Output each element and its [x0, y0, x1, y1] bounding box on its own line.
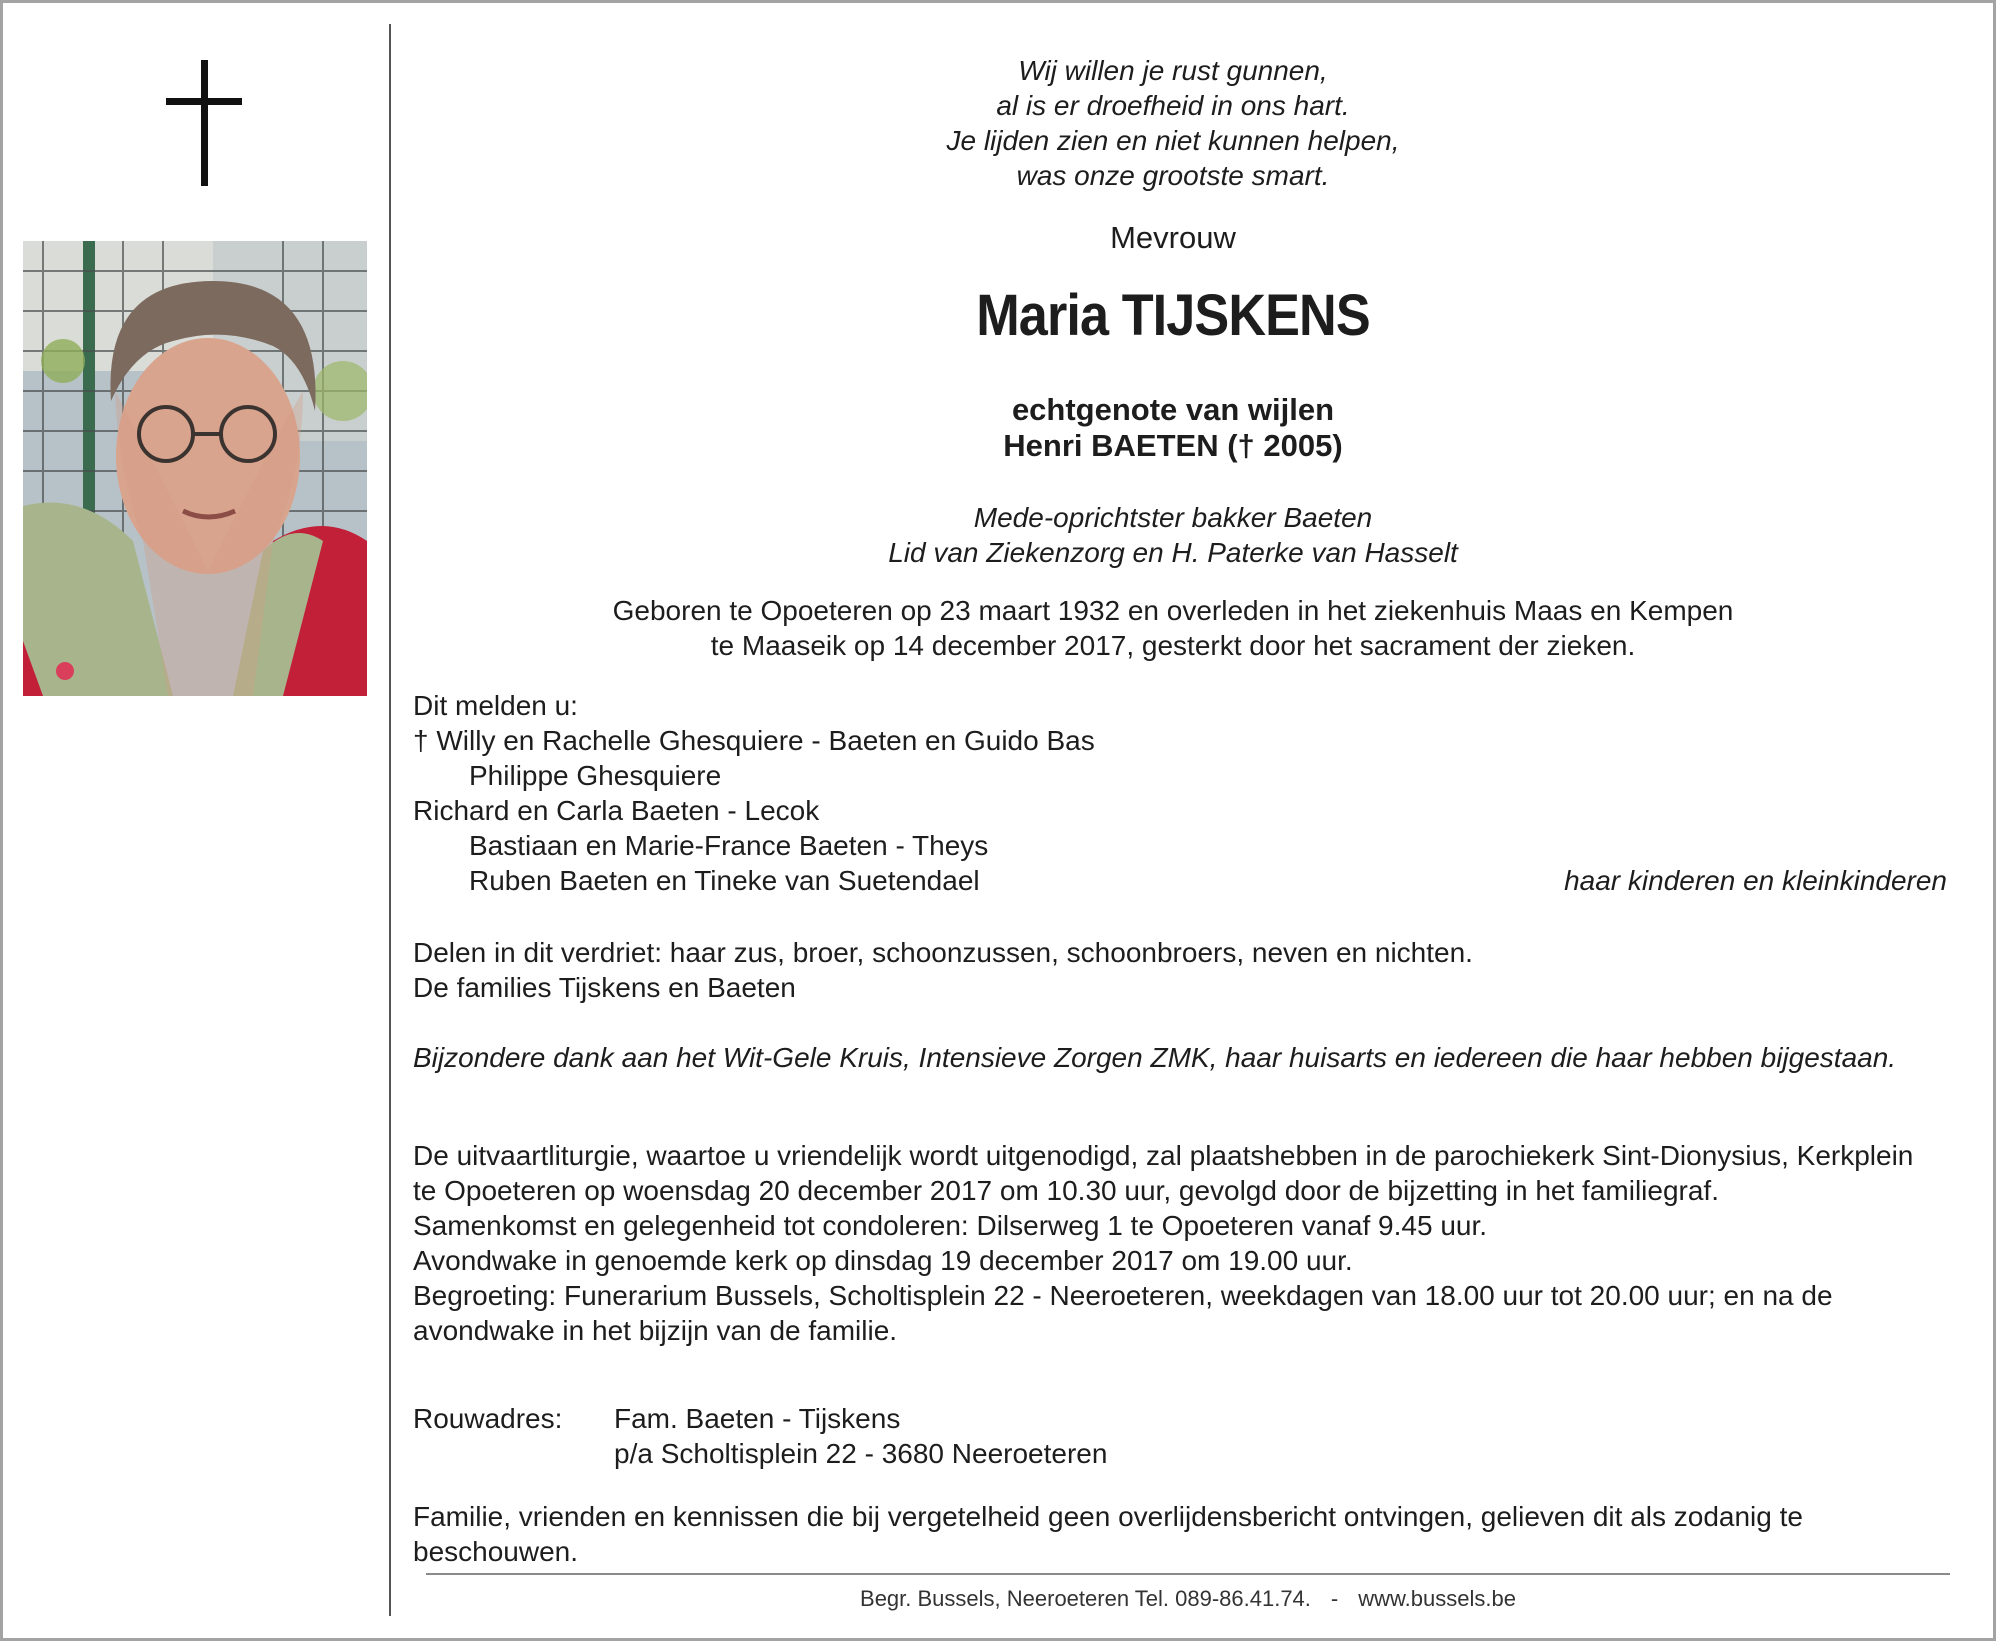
list-item: † Willy en Rachelle Ghesquiere - Baeten en Guido Bas [413, 725, 1095, 756]
birth-line: Geboren te Opoeteren op 23 maart 1932 en overleden in het ziekenhuis Maas en Kempen [612, 595, 1734, 626]
roles [413, 500, 1933, 570]
list-item: Philippe Ghesquiere [469, 760, 722, 791]
poem-line: Wij willen je rust gunnen, [1018, 55, 1328, 86]
family-note: Familie, vrienden en kennissen die bij vergetelheid geen overlijdensbericht ontvingen, gelieven dit als zodanig te beschouwen. [413, 1501, 1803, 1567]
thanks-note: Bijzondere dank aan het Wit-Gele Kruis, Intensieve Zorgen ZMK, haar huisarts en iedereen die haar hebben bijgestaan. [413, 1042, 1897, 1073]
sharing-grief [413, 935, 1953, 1005]
poem-line: al is er droefheid in ons hart. [996, 90, 1350, 121]
honorific-title: Mevrouw [1110, 220, 1236, 255]
address-line: p/a Scholtisplein 22 - 3680 Neeroeteren [614, 1438, 1108, 1469]
announcement-intro: Dit melden u: [413, 690, 578, 721]
spouse-line: echtgenote van wijlen [1011, 392, 1335, 427]
cross-icon [166, 60, 242, 190]
list-item: Ruben Baeten en Tineke van Suetendael [469, 865, 980, 896]
greeting-text: Begroeting: Funerarium Bussels, Scholtisplein 22 - Neeroeteren, weekdagen van 18.00 uur tot 20.00 uur; en na de avondwake in het bijzijn van de familie. [413, 1280, 1833, 1346]
poem-line: Je lijden zien en niet kunnen helpen, [946, 125, 1400, 156]
deceased-name: Maria TIJSKENS [976, 283, 1370, 348]
role-line: Lid van Ziekenzorg en H. Paterke van Hasselt [888, 537, 1458, 568]
poem-line: was onze grootste smart. [1016, 160, 1330, 191]
address-line: Fam. Baeten - Tijskens [614, 1403, 901, 1434]
footer-divider [426, 1573, 1950, 1575]
funeral-details [413, 1138, 1933, 1348]
birth-line: te Maaseik op 14 december 2017, gesterkt door het sacrament der zieken. [710, 630, 1636, 661]
spouse-name: Henri BAETEN († 2005) [1003, 428, 1343, 463]
birth-death-info [413, 593, 1933, 663]
memorial-poem [413, 53, 1933, 193]
sharing-line: Delen in dit verdriet: haar zus, broer, schoonzussen, schoonbroers, neven en nichten. [413, 937, 1473, 968]
left-column [0, 0, 389, 1641]
spouse-info [413, 392, 1933, 464]
sharing-line: De families Tijskens en Baeten [413, 972, 796, 1003]
list-item: Bastiaan en Marie-France Baeten - Theys [469, 830, 989, 861]
gathering-text: Samenkomst en gelegenheid tot condoleren: Dilserweg 1 te Opoeteren vanaf 9.45 uur. [413, 1210, 1488, 1241]
list-item: Richard en Carla Baeten - Lecok [413, 795, 820, 826]
vertical-divider [389, 24, 391, 1616]
relation-label: haar kinderen en kleinkinderen [1564, 865, 1947, 896]
liturgy-text: De uitvaartliturgie, waartoe u vriendelijk wordt uitgenodigd, zal plaatshebben in de parochiekerk Sint-Dionysius, Kerkplein te Opoeteren op woensdag 20 december 2017 om 10.30 uur, gevolgd door de bijzetting in het familiegraf. [413, 1140, 1914, 1206]
announcement-list [413, 688, 1953, 898]
portrait-photo [23, 241, 367, 696]
footer-contact: Begr. Bussels, Neeroeteren Tel. 089-86.41.74. [860, 1586, 1311, 1611]
address-label: Rouwadres: [413, 1403, 563, 1434]
footer-separator: - [1330, 1586, 1339, 1611]
footer-website-link[interactable]: www.bussels.be [1358, 1586, 1516, 1611]
wake-text: Avondwake in genoemde kerk op dinsdag 19 december 2017 om 19.00 uur. [413, 1245, 1353, 1276]
footer [426, 1586, 1950, 1612]
role-line: Mede-oprichtster bakker Baeten [973, 502, 1373, 533]
